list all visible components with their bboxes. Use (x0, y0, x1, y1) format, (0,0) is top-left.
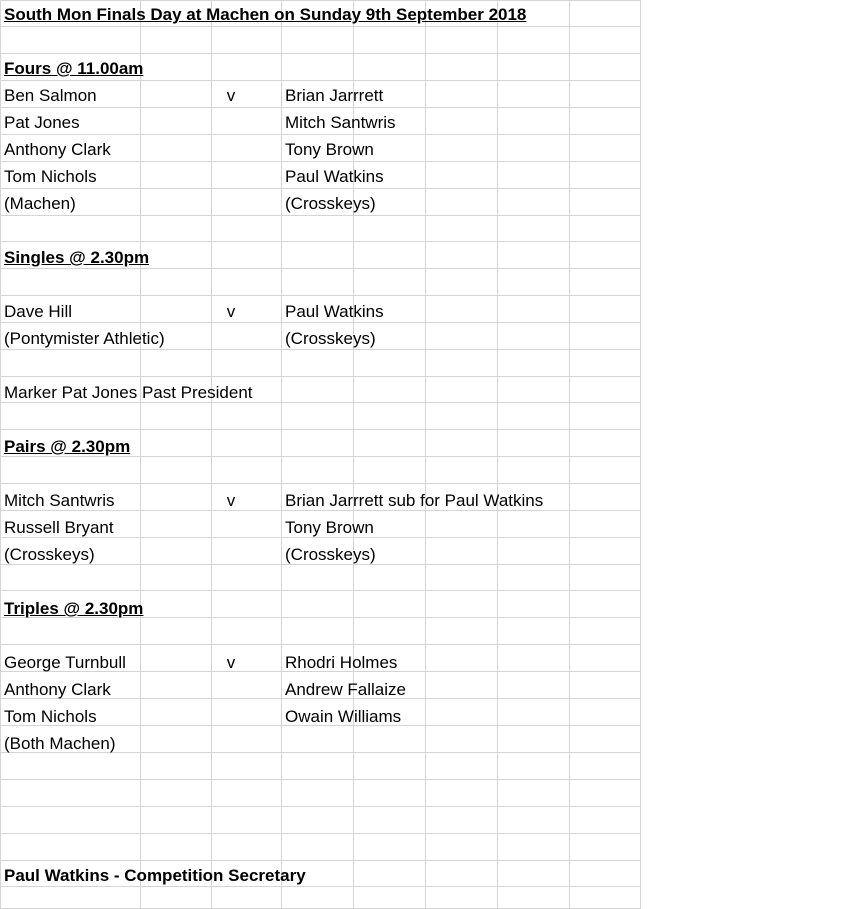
fours-heading: Fours @ 11.00am (4, 59, 144, 78)
singles-right-club: (Crosskeys) (285, 329, 376, 348)
gridline (0, 376, 641, 377)
fours-versus: v (226, 86, 236, 105)
footer-secretary: Paul Watkins - Competition Secretary (4, 866, 306, 885)
fours-right-player: Paul Watkins (285, 167, 384, 186)
sheet-row (0, 540, 860, 567)
singles-left-club: (Pontymister Athletic) (4, 329, 165, 348)
pairs-right-player: Tony Brown (285, 518, 374, 537)
fours-right-player: Brian Jarrrett (285, 86, 384, 105)
sheet-row (0, 189, 860, 216)
gridline (0, 644, 641, 645)
singles-heading: Singles @ 2.30pm (4, 248, 150, 267)
sheet-row (0, 675, 860, 702)
sheet-row (0, 648, 860, 675)
triples-left-club: (Both Machen) (4, 734, 116, 753)
pairs-right-club: (Crosskeys) (285, 545, 376, 564)
gridline (0, 590, 641, 591)
sheet-row (0, 861, 860, 888)
pairs-left-player: Mitch Santwris (4, 491, 115, 510)
sheet-row (0, 324, 860, 351)
gridline (0, 806, 641, 807)
gridline (0, 483, 641, 484)
triples-heading: Triples @ 2.30pm (4, 599, 144, 618)
fours-left-player: Tom Nichols (4, 167, 97, 186)
fours-left-club: (Machen) (4, 194, 76, 213)
fours-right-club: (Crosskeys) (285, 194, 376, 213)
sheet-row (0, 81, 860, 108)
gridline (0, 295, 641, 296)
sheet-row (0, 135, 860, 162)
triples-left-player: George Turnbull (4, 653, 126, 672)
triples-left-player: Tom Nichols (4, 707, 97, 726)
sheet-row (0, 513, 860, 540)
triples-left-player: Anthony Clark (4, 680, 111, 699)
pairs-heading: Pairs @ 2.30pm (4, 437, 131, 456)
sheet-row (0, 486, 860, 513)
sheet-row (0, 702, 860, 729)
triples-right-player: Andrew Fallaize (285, 680, 406, 699)
gridline (0, 833, 641, 834)
singles-versus: v (226, 302, 236, 321)
fours-left-player: Pat Jones (4, 113, 80, 132)
sheet-row (0, 243, 860, 270)
gridline (0, 779, 641, 780)
pairs-versus: v (226, 491, 236, 510)
triples-right-player: Owain Williams (285, 707, 402, 726)
sheet-row (0, 594, 860, 621)
sheet-row (0, 162, 860, 189)
pairs-left-club: (Crosskeys) (4, 545, 95, 564)
sheet-row (0, 54, 860, 81)
singles-left-player: Dave Hill (4, 302, 73, 321)
pairs-right-player: Brian Jarrrett sub for Paul Watkins (285, 491, 544, 510)
sheet-row (0, 729, 860, 756)
fours-right-player: Tony Brown (285, 140, 374, 159)
triples-versus: v (226, 653, 236, 672)
triples-right-player: Rhodri Holmes (285, 653, 398, 672)
sheet-row (0, 108, 860, 135)
fours-left-player: Anthony Clark (4, 140, 111, 159)
fours-left-player: Ben Salmon (4, 86, 97, 105)
gridline (0, 429, 641, 430)
sheet-row (0, 378, 860, 405)
page-title: South Mon Finals Day at Machen on Sunday 9th September 2018 (4, 5, 527, 24)
fours-right-player: Mitch Santwris (285, 113, 396, 132)
sheet-row (0, 0, 860, 27)
singles-right-player: Paul Watkins (285, 302, 384, 321)
singles-marker: Marker Pat Jones Past President (4, 383, 253, 402)
pairs-left-player: Russell Bryant (4, 518, 114, 537)
gridline (0, 241, 641, 242)
sheet-row (0, 432, 860, 459)
sheet-row (0, 297, 860, 324)
